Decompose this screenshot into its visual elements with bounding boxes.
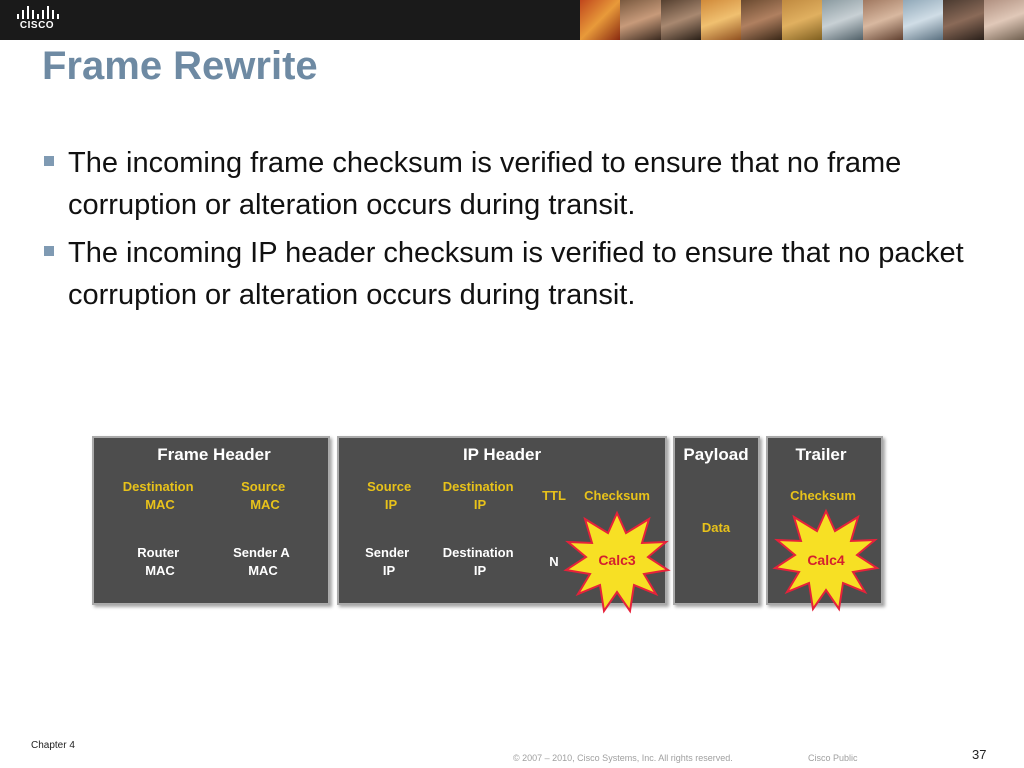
calc4-label: Calc4 [807, 552, 845, 568]
frame-header-title: Frame Header [157, 445, 271, 464]
bullet-text: The incoming frame checksum is verified to ensure that no frame corruption or alteration occurs during transit. [68, 147, 902, 221]
trailer-checksum-label: Checksum [790, 488, 856, 503]
src-ip-label-2: IP [384, 497, 398, 512]
calc3-label: Calc3 [598, 552, 636, 568]
dest-ip-value-2: IP [473, 563, 487, 578]
ttl-value: N [549, 554, 559, 569]
src-mac-label-2: MAC [250, 497, 280, 512]
dest-mac-label-1: Destination [122, 479, 194, 494]
dest-ip-value-1: Destination [442, 545, 514, 560]
dest-mac-value-2: MAC [145, 563, 175, 578]
dest-ip-label-1: Destination [442, 479, 514, 494]
src-ip-value-2: IP [382, 563, 396, 578]
src-mac-value-2: MAC [248, 563, 278, 578]
src-mac-label-1: Source [241, 479, 286, 494]
dest-mac-value-1: Router [137, 545, 180, 560]
ip-checksum-label: Checksum [584, 488, 650, 503]
ttl-label: TTL [542, 488, 566, 503]
ip-header-title: IP Header [462, 445, 542, 464]
trailer-title: Trailer [795, 445, 847, 464]
bullet-text: The incoming IP header checksum is verified to ensure that no packet corruption or alteration occurs during transit. [68, 237, 964, 311]
footer-chapter: Chapter 4 [31, 740, 75, 751]
src-mac-value-1: Sender A [233, 545, 290, 560]
payload-title: Payload [683, 445, 749, 464]
payload-data-label: Data [701, 520, 731, 535]
footer-copyright: © 2007 – 2010, Cisco Systems, Inc. All rights reserved. [513, 753, 733, 763]
src-ip-label-1: Source [367, 479, 412, 494]
footer-classification: Cisco Public [808, 753, 858, 763]
slide-title: Frame Rewrite [42, 44, 318, 88]
page-number: 37 [972, 747, 987, 762]
src-ip-value-1: Sender [365, 545, 410, 560]
dest-mac-label-2: MAC [145, 497, 175, 512]
cisco-logo-text: CISCO [19, 20, 55, 31]
dest-ip-label-2: IP [473, 497, 487, 512]
